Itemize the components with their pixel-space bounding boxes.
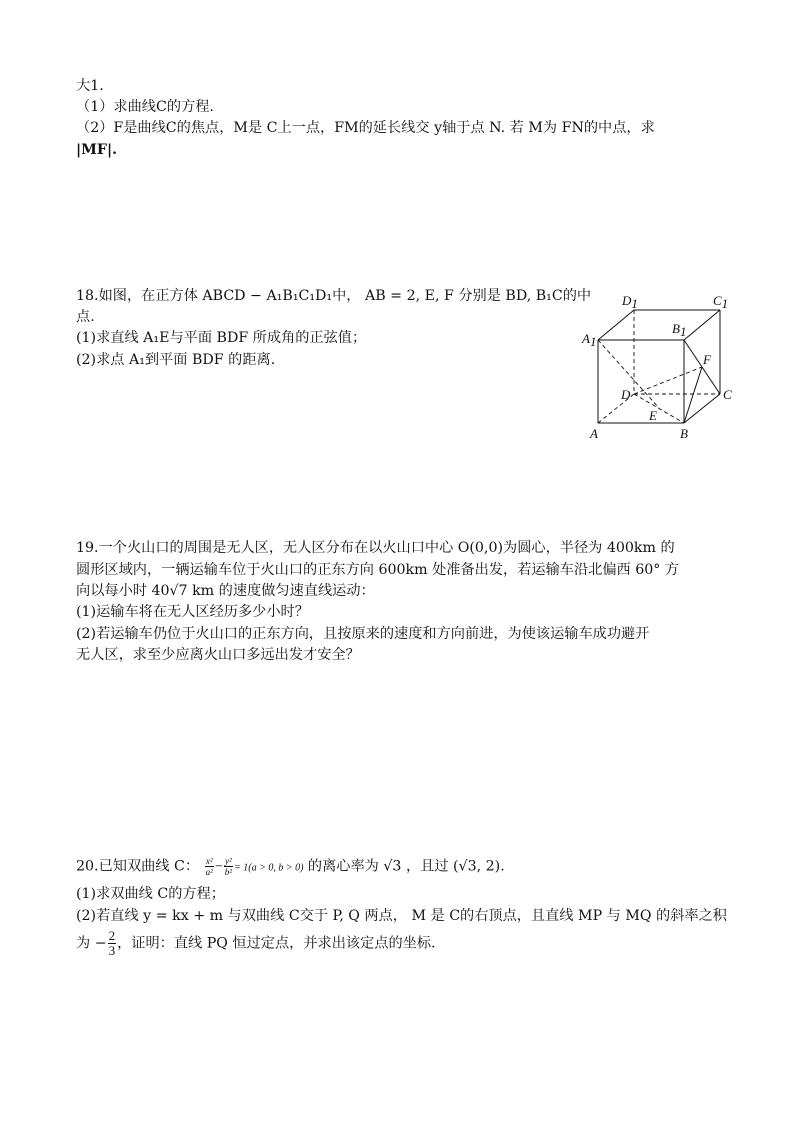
label-c1: C1: [713, 293, 729, 311]
label-a: A: [590, 426, 598, 441]
q17-continued-line: 大1.: [76, 78, 104, 94]
negative-two-thirds-fraction: $\frac{2}{3}$: [108, 928, 116, 958]
edge-bc: [684, 394, 720, 423]
hyperbola-x-fraction: $\frac{\text{x²}}{\text{a²}}$: [205, 856, 213, 877]
edge-db: [634, 394, 684, 423]
q20-part1: (1)求双曲线 C的方程；: [76, 886, 225, 902]
cube-figure: [576, 288, 746, 448]
q19-stem-line2: 圆形区域内，一辆运输车位于火山口的正东方向 600km 处准备出发，若运输车沿北偏西 60° 方: [76, 562, 680, 578]
q19-stem-line1: 19.一个火山口的周围是无人区，无人区分布在以火山口中心 O(0,0)为圆心，半径为 400km 的: [76, 540, 675, 556]
q17-part2-line1: （2）F是曲线C的焦点，M是 C上一点，FM的延长线交 y轴于点 N. 若 M为 FN的中点，求: [76, 120, 655, 136]
label-d1: D1: [622, 293, 638, 311]
q18-part2: (2)求点 A₁到平面 BDF 的距离.: [76, 352, 276, 368]
label-c: C: [723, 387, 732, 402]
q18-part1: (1)求直线 A₁E与平面 BDF 所成角的正弦值；: [76, 330, 367, 346]
q20-part2-prefix: 为 −: [76, 935, 107, 952]
q20-stem-suffix: 的离心率为 √3 ，且过 (√3, 2).: [303, 858, 505, 875]
q20-stem-prefix: 20.已知双曲线 C：: [76, 858, 200, 875]
hyperbola-y-fraction: $\frac{\text{y²}}{\text{b²}}$: [224, 856, 232, 877]
edge-bf: [684, 367, 702, 423]
q20-part2-line2: [76, 929, 436, 958]
label-b1: B1: [672, 321, 687, 339]
q18-stem-line2: 点.: [76, 309, 95, 325]
q20-part2-line1: (2)若直线 y = kx + m 与双曲线 C交于 P, Q 两点， M 是 C的右顶点，且直线 MP 与 MQ 的斜率之积: [76, 908, 727, 924]
q19-part1: (1)运输车将在无人区经历多少小时？: [76, 604, 309, 620]
label-b: B: [680, 426, 688, 441]
q19-stem-line3: 向以每小时 40√7 km 的速度做匀速直线运动：: [76, 583, 375, 599]
minus-sign: −: [214, 858, 223, 875]
label-f: F: [703, 352, 711, 367]
q18-stem-line1: 18.如图，在正方体 ABCD − A₁B₁C₁D₁中， AB = 2, E, F 分别是 BD, B₁C的中: [76, 288, 592, 304]
label-d: D: [621, 387, 631, 402]
q19-part2-line2: 无人区，求至少应离火山口多远出发才安全？: [76, 647, 360, 663]
label-a1: A1: [582, 331, 597, 349]
hyperbola-condition: = 1(a > 0, b > 0): [234, 862, 304, 874]
q17-part1: （1）求曲线C的方程.: [76, 99, 214, 115]
q19-part2-line1: (2)若运输车仍位于火山口的正东方向，且按原来的速度和方向前进，为使该运输车成功避开: [76, 626, 650, 642]
q20-part2-suffix: ，证明：直线 PQ 恒过定点，并求出该定点的坐标.: [117, 935, 436, 952]
q20-stem-line1: [76, 856, 505, 879]
label-e: E: [649, 408, 657, 423]
edge-b1c1: [684, 310, 720, 340]
edge-df: [634, 367, 702, 394]
q17-part2-line2: |MF|.: [76, 142, 118, 158]
edge-a1d1: [598, 310, 634, 340]
